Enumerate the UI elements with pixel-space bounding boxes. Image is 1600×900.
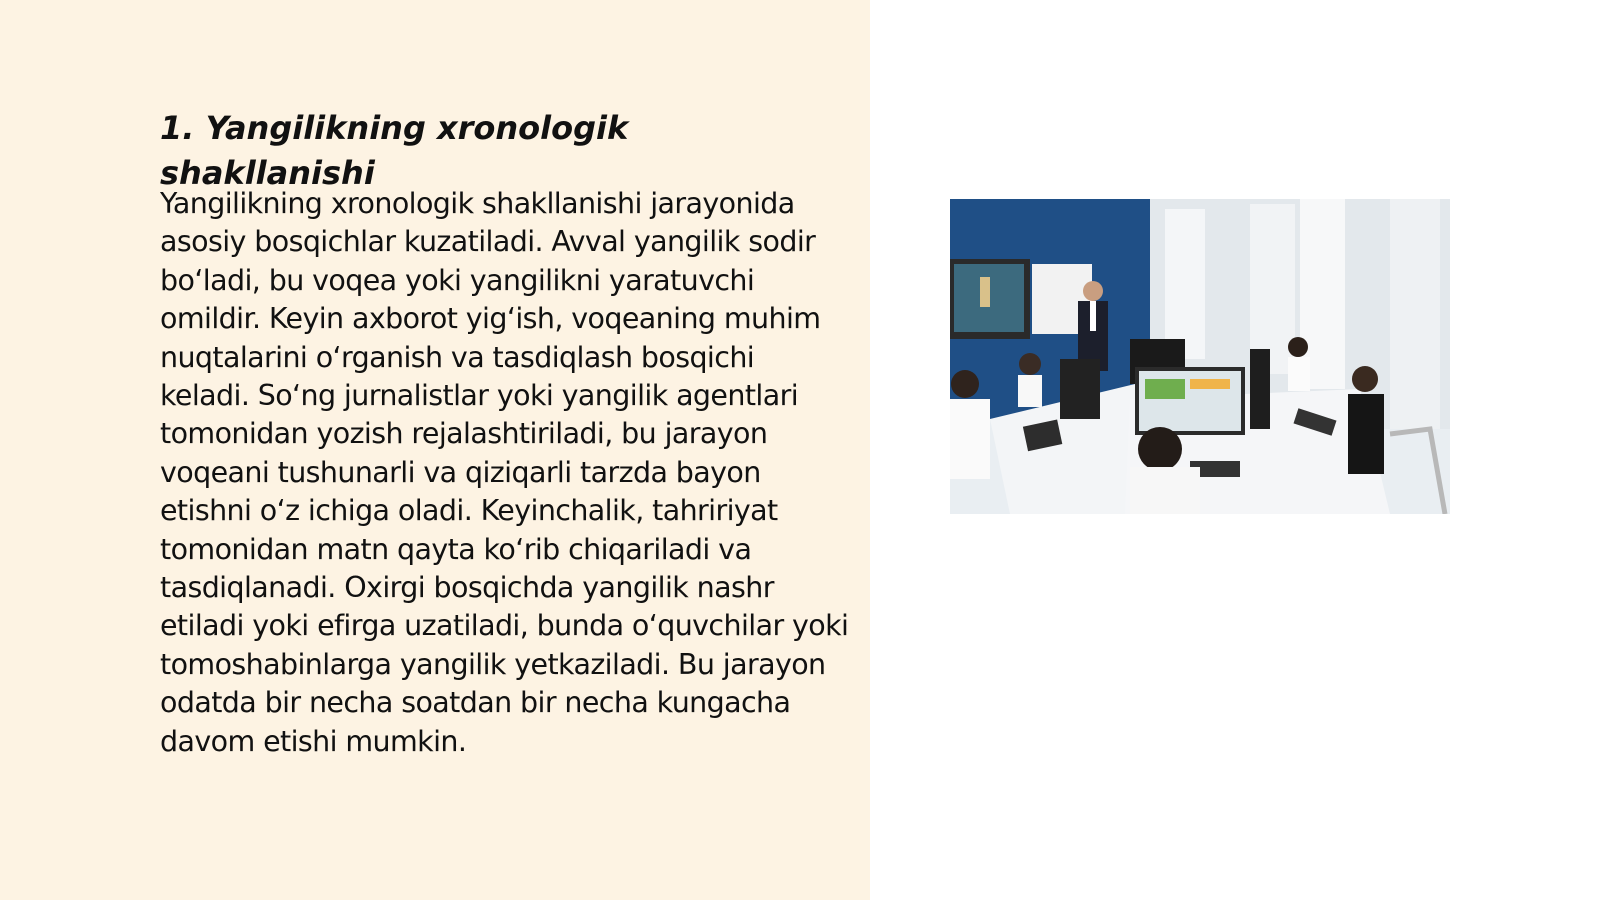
classroom-photo <box>950 199 1450 514</box>
slide-heading: 1. Yangilikning xronologik shakllanishi <box>160 109 629 192</box>
slide-body-text: Yangilikning xronologik shakllanishi jarayonida asosiy bosqichlar kuzatiladi. Avval yangilik sodir bo‘ladi, bu voqea yoki yangilikni yaratuvchi omildir. Keyin axborot yig‘ish, voqeaning muhim nuqtalarini o‘rganish va tasdiqlash bosqichi keladi. So‘ng jurnalistlar yoki yangilik agentlari tomonidan yozish rejalashtiriladi, bu jarayon voqeani tushunarli va qiziqarli tarzda bayon etishni o‘z ichiga oladi. Keyinchalik, tahririyat tomonidan matn qayta ko‘rib chiqariladi va tasdiqlanadi. Oxirgi bosqichda yangilik nashr etiladi yoki efirga uzatiladi, bunda o‘quvchilar yoki tomoshabinlarga yangilik yetkaziladi. Bu jarayon odatda bir necha soatdan bir necha kungacha davom etishi mumkin. <box>160 187 849 758</box>
